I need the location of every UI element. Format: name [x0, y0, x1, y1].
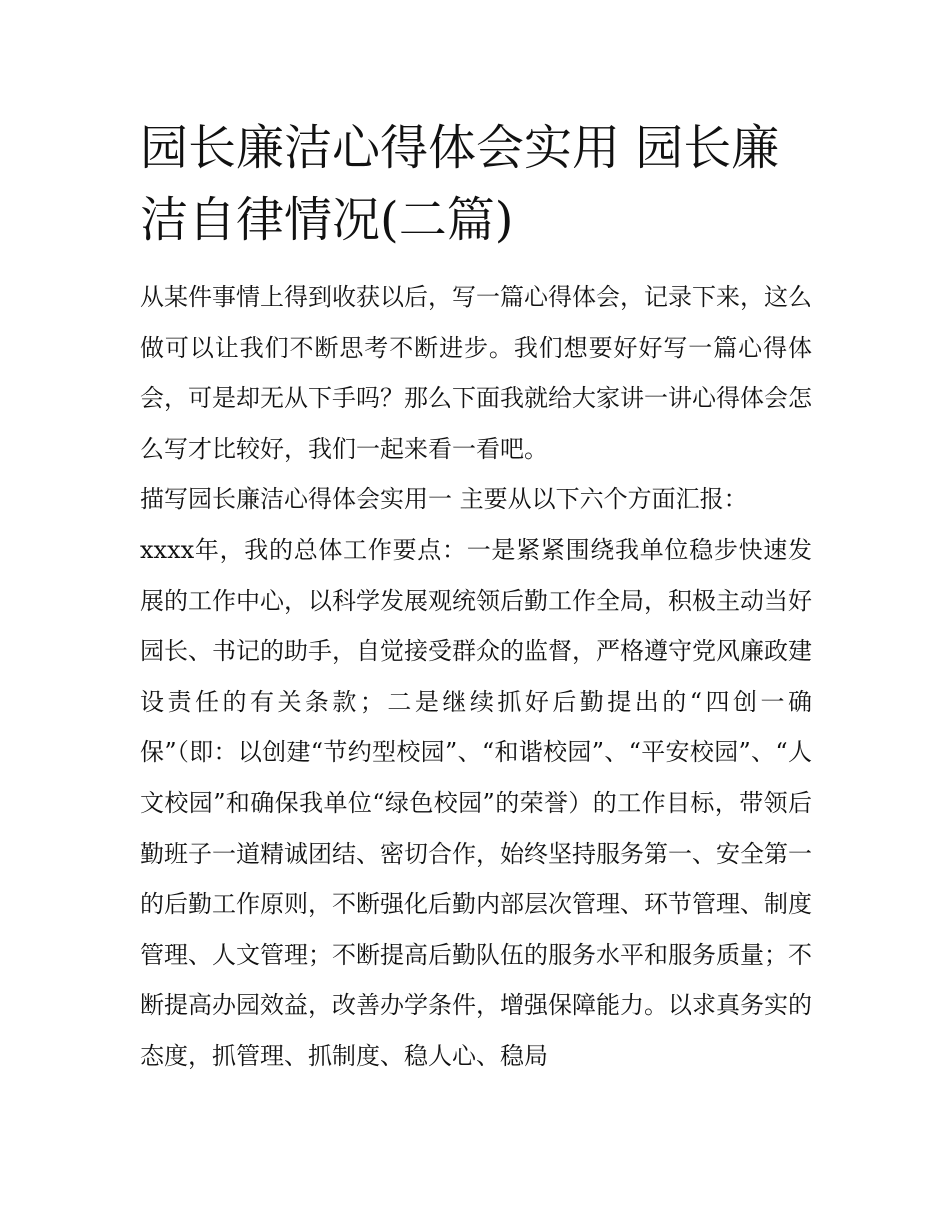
paragraph-work-summary: xxxx年，我的总体工作要点：一是紧紧围绕我单位稳步快速发展的工作中心，以科学发展观统领后勤工作全局，积极主动当好园长、书记的助手，自觉接受群众的监督，严格遵守党风廉政建设责任的有关条款；二是继续抓好后勤提出的“四创一确保”（即：以创建“节约型校园”、“和谐校园”、“平安校园”、“人文校园”和确保我单位“绿色校园”的荣誉）的工作目标，带领后勤班子一道精诚团结、密切合作，始终坚持服务第一、安全第一的后勤工作原则，不断强化后勤内部层次管理、环节管理、制度管理、人文管理；不断提高后勤队伍的服务水平和服务质量；不断提高办园效益，改善办学条件，增强保障能力。以求真务实的态度，抓管理、抓制度、稳人心、稳局	[140, 535, 812, 1070]
paragraph-intro: 从某件事情上得到收获以后，写一篇心得体会，记录下来，这么做可以让我们不断思考不断进步。我们想要好好写一篇心得体会，可是却无从下手吗？那么下面我就给大家讲一讲心得体会怎么写才比较好，我们一起来看一看吧。	[140, 283, 812, 463]
document-title: 园长廉洁心得体会实用 园长廉洁自律情况(二篇)	[140, 120, 780, 248]
document-body	[140, 112, 812, 1082]
paragraph-section-heading: 描写园长廉洁心得体会实用一 主要从以下六个方面汇报：	[140, 485, 748, 514]
